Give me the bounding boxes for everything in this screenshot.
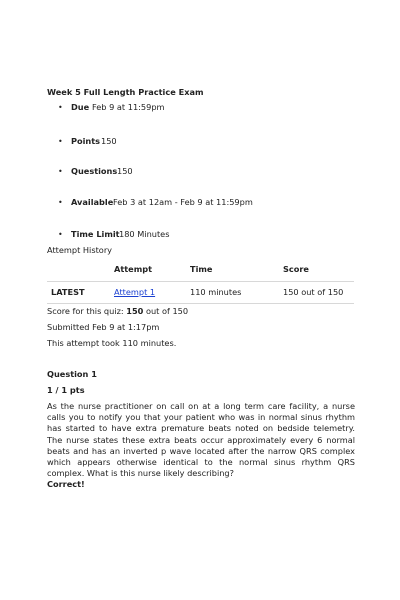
detail-value: 180 Minutes (119, 229, 170, 239)
column-header-score: Score (283, 264, 309, 274)
column-header-attempt: Attempt (114, 264, 153, 274)
question-points: 1 / 1 pts (47, 385, 85, 395)
detail-value: 150 (101, 136, 117, 146)
detail-label: Due (71, 102, 90, 112)
detail-label: Points (71, 136, 101, 146)
submitted-line: Submitted Feb 9 at 1:17pm (47, 322, 160, 332)
attempt-link[interactable]: Attempt 1 (114, 287, 156, 297)
table-divider (47, 281, 354, 282)
answer-result: Correct! (47, 479, 85, 489)
attempt-score: 150 out of 150 (283, 287, 344, 297)
detail-value: Feb 9 at 11:59pm (92, 102, 165, 112)
exam-title: Week 5 Full Length Practice Exam (47, 87, 204, 97)
quiz-score-line (47, 306, 188, 316)
detail-label: Time Limit (71, 229, 120, 239)
attempt-history-heading: Attempt History (47, 245, 113, 255)
table-divider (47, 303, 354, 304)
detail-label: Available (71, 197, 114, 207)
score-value: 150 (126, 306, 144, 316)
detail-value: Feb 3 at 12am - Feb 9 at 11:59pm (113, 197, 253, 207)
bullet-icon: • (58, 103, 63, 112)
latest-tag: LATEST (51, 287, 85, 297)
score-suffix: out of 150 (143, 306, 189, 316)
question-title: Question 1 (47, 369, 97, 379)
bullet-icon: • (58, 137, 63, 146)
attempt-time: 110 minutes (190, 287, 242, 297)
bullet-icon: • (58, 198, 63, 207)
column-header-time: Time (190, 264, 213, 274)
bullet-icon: • (58, 230, 63, 239)
duration-line: This attempt took 110 minutes. (47, 338, 177, 348)
detail-label: Questions (71, 166, 118, 176)
score-prefix: Score for this quiz: (47, 306, 127, 316)
question-text: As the nurse practitioner on call on at a long term care facility, a nurse calls you to notify you that your patient who was in normal sinus rhythm has started to have extra premature beats noted on bedside telemetry. The nurse states these extra beats occur approximately every 6 normal beats and has an inverted p wave located after the narrow QRS complex which appears otherwise identical to the normal sinus rhythm QRS complex. What is this nurse likely describing? (47, 401, 355, 479)
bullet-icon: • (58, 167, 63, 176)
detail-value: 150 (117, 166, 133, 176)
